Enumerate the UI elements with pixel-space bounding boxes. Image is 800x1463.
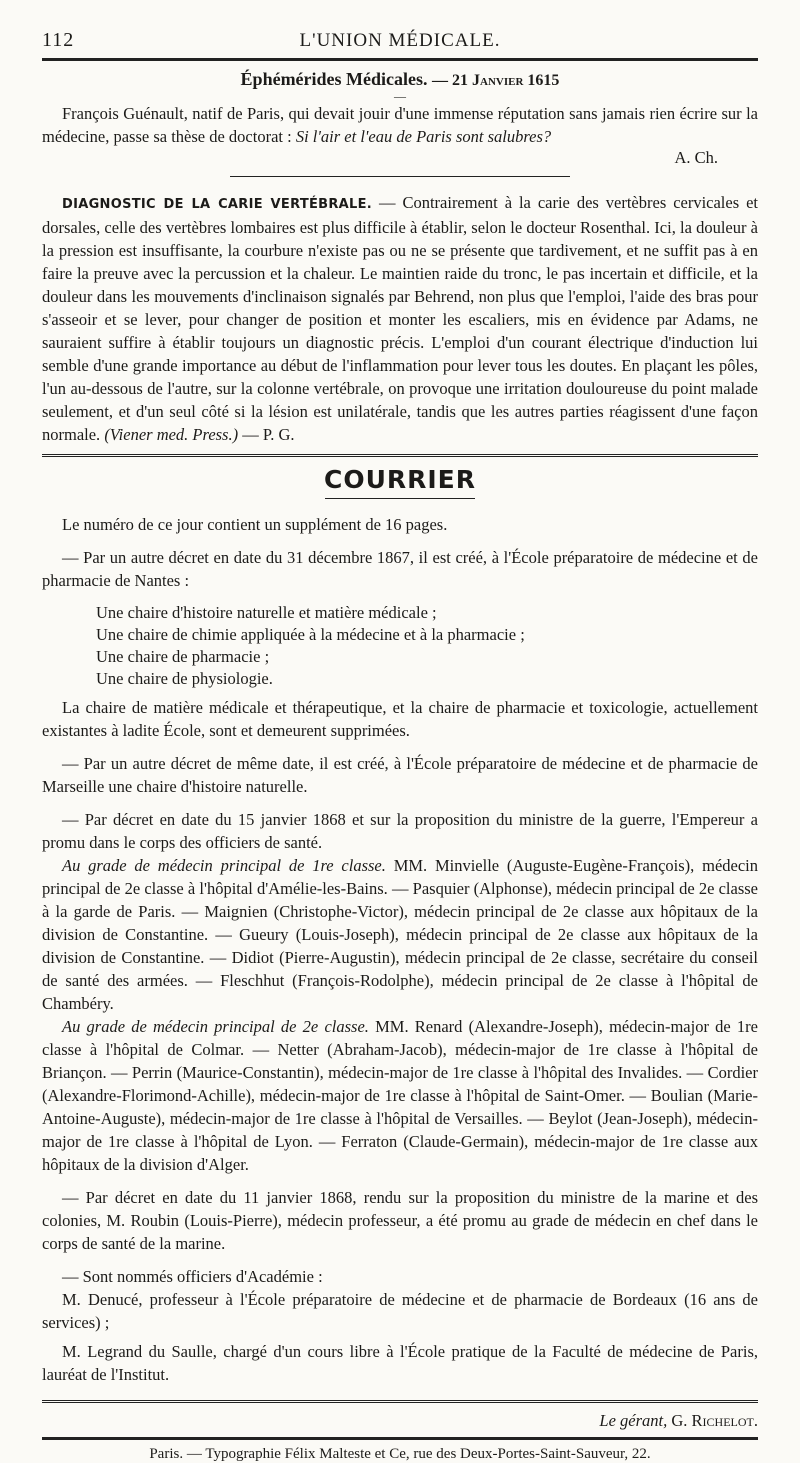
- courrier-p10: M. Denucé, professeur à l'École préparatoire de médecine et de pharmacie de Bordeaux (16 ans de services) ;: [42, 1290, 758, 1332]
- diagnostic-source: (Viener med. Press.): [104, 425, 239, 444]
- courrier-p11: M. Legrand du Saulle, chargé d'un cours libre à l'École pratique de la Faculté de médecine de Paris, lauréat de l'Institut.: [42, 1342, 758, 1384]
- courrier-p9: — Sont nommés officiers d'Académie :: [62, 1267, 323, 1286]
- courrier-underline: [325, 498, 475, 499]
- header-rule: [42, 58, 758, 61]
- grade-lead-2: Au grade de médecin principal de 2e classe.: [62, 1017, 369, 1036]
- courrier-p1: Le numéro de ce jour contient un supplément de 16 pages.: [62, 515, 448, 534]
- courrier-p3: La chaire de matière médicale et thérapeutique, et la chaire de pharmacie et toxicologie, actuellement existantes à ladite École, sont et demeurent supprimées.: [42, 698, 758, 740]
- ephemerides-text: François Guénault, natif de Paris, qui devait jouir d'une immense réputation sans jamais rien écrire sur la médecine, passe sa thèse de doctorat : Si l'air et l'eau de Paris sont salubres?: [42, 104, 758, 146]
- diagnostic-text: — Contrairement à la carie des vertèbres cervicales et dorsales, celle des vertèbres lombaires est plus difficile à établir, selon le docteur Rosenthal. Ici, la douleur à la pression est insuffisante, la courbure n'existe pas ou ne se présente que tardivement, et ne suffit pas à en faire la preuve avec la percussion et la chaleur. Le maintien raide du tronc, le pas incertain et difficile, et la douleur dans les mouvements d'inclinaison signalés par Behrend, non plus que l'emploi, l'aide des bras pour s'asseoir et se lever, pour changer de position et monter les escaliers, mis en évidence par Adams, ne sauraient suffire à établir toujours un diagnostic précis. L'emploi d'un courant électrique d'induction lui semble d'une grande importance au début de l'inflammation pour lever tous les doutes. En plaçant les pôles, l'un au-dessous de l'autre, sur la colonne vertébrale, on provoque une irritation douloureuse du point malade seulement, et d'un seul côté si la lésion est unilatérale, tandis que les autres parties réagissent d'une façon normale.: [42, 193, 758, 444]
- courrier-p4: — Par un autre décret de même date, il est créé, à l'École préparatoire de médecine et de pharmacie de Marseille une chaire d'histoire naturelle.: [42, 754, 758, 796]
- diagnostic-heading: DIAGNOSTIC DE LA CARIE VERTÉBRALE.: [62, 197, 373, 212]
- courrier-p7: Au grade de médecin principal de 2e classe. MM. Renard (Alexandre-Joseph), médecin-major de 1re classe à l'hôpital de Colmar. — Netter (Abraham-Jacob), médecin-major de 1re classe à l'hôpital de Briançon. — Perrin (Maurice-Constantin), médecin-major de 1re classe à l'hôpital des Invalides. — Cordier (Alexandre-Florimond-Achille), médecin-major de 1re classe à l'hôpital de Saint-Omer. — Boulian (Marie-Antoine-Auguste), médecin-major de 1re classe à l'hôpital de Versailles. — Beylot (Jean-Joseph), médecin-major de 1re classe à l'hôpital de Lyon. — Ferraton (Claude-Germain), médecin-major de 1re classe aux hôpitaux de la division d'Alger.: [42, 1017, 758, 1174]
- small-dash: —: [394, 89, 406, 103]
- signoff-rule: [42, 1400, 758, 1405]
- chair-item: Une chaire de pharmacie ;: [96, 647, 270, 666]
- diagnostic-article: [42, 191, 758, 446]
- thesis-title: Si l'air et l'eau de Paris sont salubres?: [295, 127, 552, 146]
- section-divider: [42, 454, 758, 459]
- manager-signoff: [42, 1411, 758, 1431]
- page-number: 112: [42, 29, 75, 51]
- courrier-title: COURRIER: [323, 465, 477, 494]
- manager-role: Le gérant,: [599, 1411, 668, 1430]
- printer-imprint: Paris. — Typographie Félix Malteste et Ce, rue des Deux-Portes-Saint-Sauveur, 22.: [149, 1446, 651, 1462]
- ephemerides-heading: [42, 69, 758, 90]
- running-title: L'UNION MÉDICALE.: [299, 30, 501, 51]
- chair-item: Une chaire de chimie appliquée à la médecine et à la pharmacie ;: [96, 625, 525, 644]
- courrier-p2: — Par un autre décret en date du 31 décembre 1867, il est créé, à l'École préparatoire de médecine et de pharmacie de Nantes :: [42, 548, 758, 590]
- courrier-p8: — Par décret en date du 11 janvier 1868, rendu sur la proposition du ministre de la marine et des colonies, M. Roubin (Louis-Pierre), médecin professeur, a été promu au grade de médecin en chef dans le corps de santé de la marine.: [42, 1188, 758, 1253]
- ephemerides-rule: [230, 176, 570, 177]
- courrier-p5: — Par décret en date du 15 janvier 1868 et sur la proposition du ministre de la guerre, l'Empereur a promu dans le corps des officiers de santé.: [42, 810, 758, 852]
- courrier-p6: Au grade de médecin principal de 1re classe. MM. Minvielle (Auguste-Eugène-François), médecin principal de 2e classe à l'hôpital d'Amélie-les-Bains. — Pasquier (Alphonse), médecin principal de 2e classe à la garde de Paris. — Maignien (Christophe-Victor), médecin principal de 2e classe aux hôpitaux de la division de Constantine. — Gueury (Louis-Joseph), médecin principal de 2e classe aux hôpitaux de la division de Constantine. — Didiot (Pierre-Augustin), médecin principal de 2e classe, secrétaire du conseil de santé des armées. — Fleschhut (François-Rodolphe), médecin principal de 2e classe à l'hôpital de Chambéry.: [42, 856, 758, 1013]
- grade-lead-1: Au grade de médecin principal de 1re classe.: [62, 856, 386, 875]
- chair-item: Une chaire de physiologie.: [96, 669, 273, 688]
- ephemerides-date: — 21 Janvier 1615: [432, 72, 560, 89]
- page-header: [42, 0, 758, 52]
- footer-rule: [42, 1437, 758, 1440]
- ephemerides-title: Éphémérides Médicales.: [240, 69, 428, 89]
- manager-name: G. Richelot.: [671, 1411, 758, 1430]
- chair-item: Une chaire d'histoire naturelle et matière médicale ;: [96, 603, 437, 622]
- ephemerides-signature: A. Ch.: [674, 148, 718, 167]
- diagnostic-signature: — P. G.: [242, 425, 295, 444]
